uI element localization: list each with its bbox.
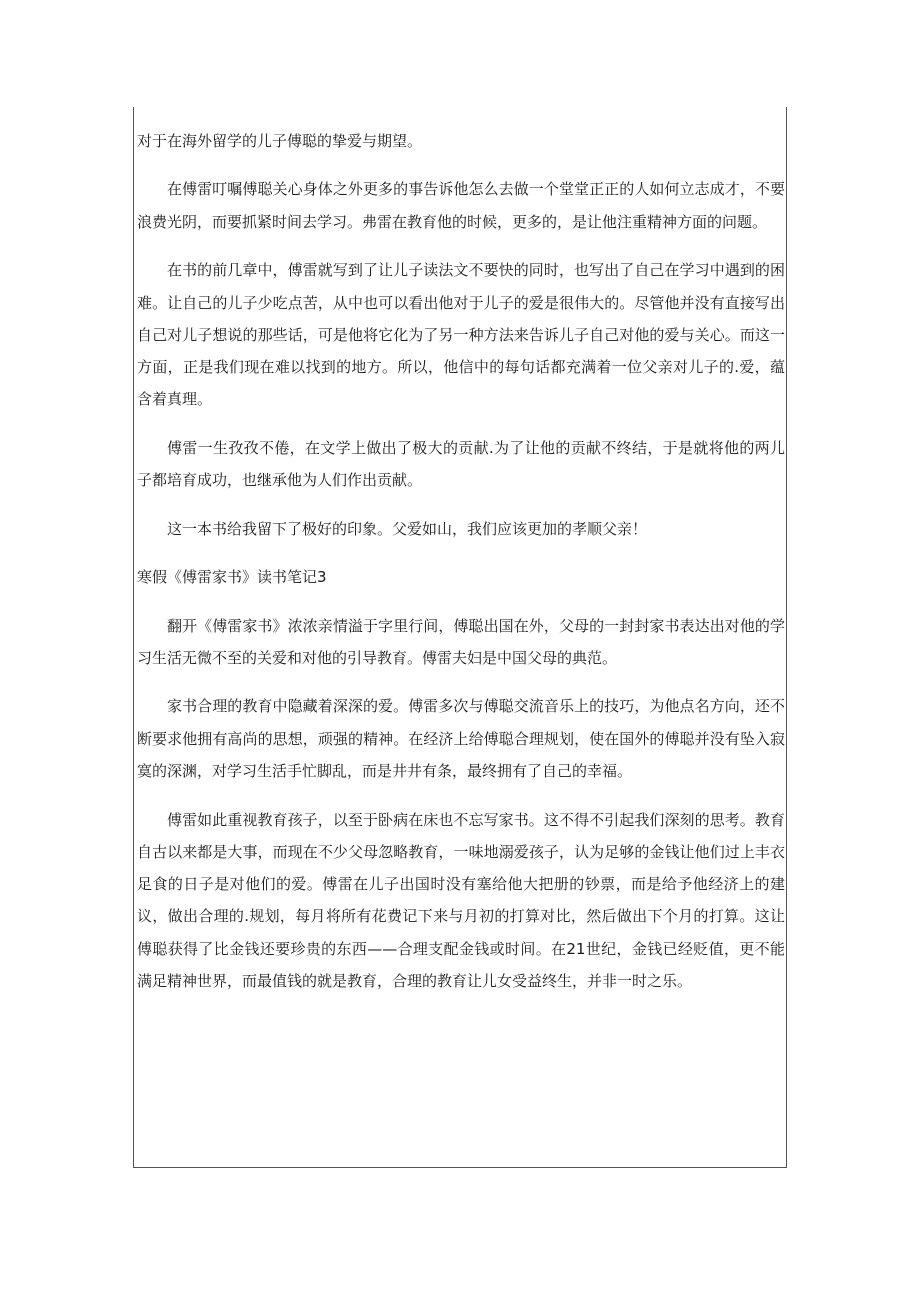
paragraph-continuation: 对于在海外留学的儿子傅聪的挚爱与期望。 — [137, 132, 423, 150]
section-heading: 寒假《傅雷家书》读书笔记3 — [137, 568, 327, 587]
paragraph-opening: 翻开《傅雷家书》浓浓亲情溢于字里行间，傅聪出国在外，父母的一封封家书表达出对他的学习生活无微不至的关爱和对他的引导教育。傅雷夫妇是中国父母的典范。 — [137, 616, 785, 667]
paragraph-education: 傅雷如此重视教育孩子，以至于卧病在床也不忘写家书。这不得不引起我们深刻的思考。教育自古以来都是大事，而现在不少父母忽略教育，一味地溺爱孩子，认为足够的金钱让他们过上丰衣足食的日子是对他们的爱。傅雷在儿子出国时没有塞给他大把册的钞票，而是给予他经济上的建议，做出合理的.规划，每月将所有花费记下来与月初的打算对比，然后做出下个月的打算。这让傅聪获得了比金钱还要珍贵的东西——合理支配金钱或时间。在21世纪，金钱已经贬值，更不能满足精神世界，而最值钱的就是教育，合理的教育让儿女受益终生，并非一时之乐。 — [137, 810, 785, 991]
paragraph-advice: 在傅雷叮嘱傅聪关心身体之外更多的事告诉他怎么去做一个堂堂正正的人如何立志成才，不要浪费光阴，而要抓紧时间去学习。弗雷在教育他的时候，更多的，是让他注重精神方面的问题。 — [137, 180, 785, 231]
paragraph-early-chapters: 在书的前几章中，傅雷就写到了让儿子读法文不要快的同时，也写出了自己在学习中遇到的困难。让自己的儿子少吃点苦，从中也可以看出他对于儿子的爱是很伟大的。尽管他并没有直接写出自己对儿子想说的那些话，可是他将它化为了另一种方法来告诉儿子自己对他的爱与关心。而这一方面，正是我们现在难以找到的地方。所以，他信中的每句话都充满着一位父亲对儿子的.爱，蕴含着真理。 — [137, 261, 785, 409]
document-body — [137, 125, 785, 1014]
paragraph-impression: 这一本书给我留下了极好的印象。父爱如山，我们应该更加的孝顺父亲！ — [167, 519, 648, 538]
paragraph-hidden-love: 家书合理的教育中隐藏着深深的爱。傅雷多次与傅聪交流音乐上的技巧，为他点名方向，还不断要求他拥有高尚的思想，顽强的精神。在经济上给傅聪合理规划，使在国外的傅聪并没有坠入寂寞的深渊，对学习生活手忙脚乱，而是井井有条，最终拥有了自己的幸福。 — [137, 697, 785, 781]
paragraph-lifelong-work: 傅雷一生孜孜不倦，在文学上做出了极大的贡献.为了让他的贡献不终结，于是就将他的两儿子都培育成功，也继承他为人们作出贡献。 — [137, 438, 785, 490]
